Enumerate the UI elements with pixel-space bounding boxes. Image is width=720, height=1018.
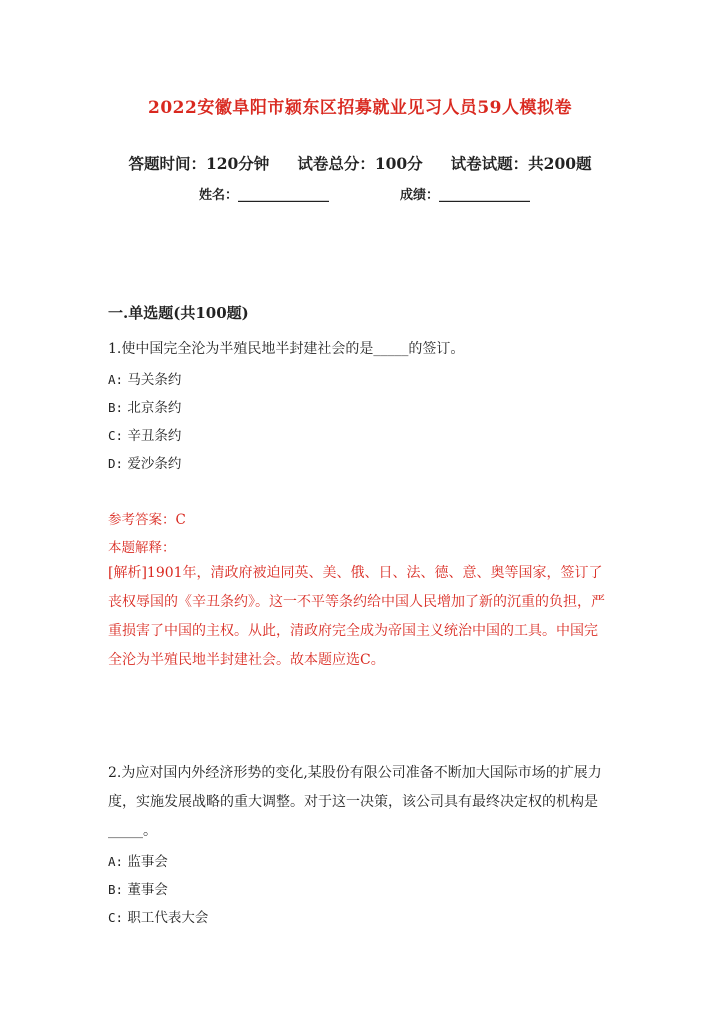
question-1-option-a xyxy=(108,368,181,388)
option-text: 监事会 xyxy=(127,854,168,870)
option-key: C: xyxy=(108,910,124,925)
question-1-option-c xyxy=(108,424,181,444)
section-title: 一.单选题(共100题) xyxy=(108,304,249,322)
option-text: 北京条约 xyxy=(127,400,182,416)
question-2-stem: 2.为应对国内外经济形势的变化,某股份有限公司准备不断加大国际市场的扩展力度，实施发展战略的重大调整。对于这一决策，该公司具有最终决定权的机构是_____。 xyxy=(108,765,602,839)
name-field-label: 姓名：______________ xyxy=(199,188,330,203)
option-text: 爱沙条约 xyxy=(127,456,182,472)
score-field-label: 成绩：______________ xyxy=(400,188,531,203)
question-1-option-b xyxy=(108,396,181,416)
option-text: 董事会 xyxy=(127,882,168,898)
option-key: C: xyxy=(108,428,124,443)
question-1-explain-label: 本题解释： xyxy=(108,540,176,556)
question-1-option-d xyxy=(108,452,181,472)
exam-question-count: 试卷试题：共200题 xyxy=(450,154,592,173)
option-key: D: xyxy=(108,456,124,471)
option-text: 马关条约 xyxy=(127,372,182,388)
option-text: 辛丑条约 xyxy=(127,428,182,444)
option-text: 职工代表大会 xyxy=(127,910,209,926)
option-key: B: xyxy=(108,882,124,897)
question-2-option-a xyxy=(108,850,168,870)
question-1-explanation: [解析]1901年，清政府被迫同英、美、俄、日、法、德、意、奥等国家，签订了丧权辱国的《辛丑条约》。这一不平等条约给中国人民增加了新的沉重的负担，严重损害了中国的主权。从此，清政府完全成为帝国主义统治中国的工具。中国完全沦为半殖民地半封建社会。故本题应选C。 xyxy=(108,565,605,668)
exam-time: 答题时间：120分钟 xyxy=(128,154,270,173)
exam-info-row xyxy=(0,152,720,174)
exam-total-score: 试卷总分：100分 xyxy=(297,154,423,173)
question-2-option-b xyxy=(108,878,168,898)
option-key: A: xyxy=(108,854,124,869)
option-key: A: xyxy=(108,372,124,387)
question-1-answer: 参考答案：C xyxy=(108,512,186,528)
question-2-option-c xyxy=(108,906,208,926)
option-key: B: xyxy=(108,400,124,415)
question-1-stem: 1.使中国完全沦为半殖民地半封建社会的是_____的签订。 xyxy=(108,341,465,357)
exam-title: 2022安徽阜阳市颍东区招募就业见习人员59人模拟卷 xyxy=(148,98,572,118)
